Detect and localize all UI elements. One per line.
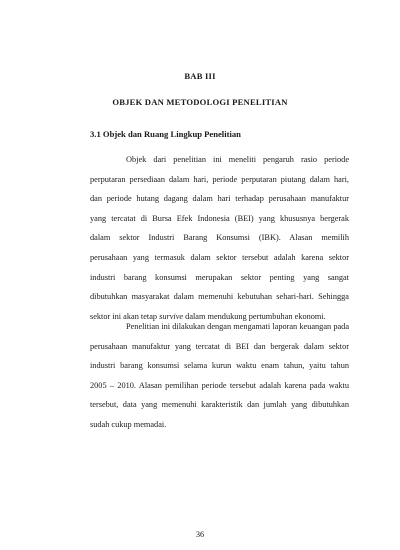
- page-number: 36: [195, 530, 205, 539]
- paragraph-line: Penelitian ini dilakukan dengan mengamati laporan keuangan pada: [126, 322, 349, 331]
- paragraph-line: yang tercatat di Bursa Efek Indonesia (BEI) yang khususnya bergerak: [90, 213, 349, 223]
- chapter-title: OBJEK DAN METODOLOGI PENELITIAN: [112, 97, 288, 107]
- paragraph-line: tersebut, data yang memenuhi karakteristik dan jumlah yang dibutuhkan: [90, 400, 349, 410]
- paragraph-2: [90, 317, 349, 435]
- paragraph-line: perputaran persediaan dalam hari, periode perputaran piutang dalam hari,: [90, 174, 349, 184]
- paragraph-line: dan periode hutang dagang dalam hari terhadap perusahaan manufaktur: [90, 194, 349, 204]
- text-run: sektor ini akan tetap: [90, 311, 160, 321]
- chapter-number: BAB III: [184, 71, 216, 81]
- paragraph-line: dibutuhkan masyarakat dalam memenuhi kebutuhan sehari-hari. Sehingga: [90, 292, 349, 302]
- section-heading: 3.1 Objek dan Ruang Lingkup Penelitian: [90, 129, 241, 139]
- paragraph-line: 2005 – 2010. Alasan pemilihan periode tersebut adalah karena pada waktu: [90, 380, 349, 390]
- paragraph-line: perusahaan yang termasuk dalam sektor tersebut adalah karena sektor: [90, 252, 349, 262]
- text-run: dalam mendukung pertumbuhan ekonomi.: [183, 311, 326, 321]
- paragraph-line: Objek dari penelitian ini meneliti pengaruh rasio periode: [126, 155, 349, 164]
- italic-term: survive: [159, 311, 184, 321]
- paragraph-line: perusahaan manufaktur yang tercatat di BEI dan bergerak dalam sektor: [90, 341, 349, 351]
- paragraph-line: industri barang konsumsi selama kurun waktu enam tahun, yaitu tahun: [90, 361, 349, 371]
- paragraph-1: [90, 150, 349, 326]
- paragraph-line: sudah cukup memadai.: [90, 419, 167, 429]
- paragraph-line: dalam sektor Industri Barang Konsumsi (IBK). Alasan memilih: [90, 233, 349, 243]
- paragraph-line: industri barang konsumsi merupakan sektor penting yang sangat: [90, 272, 349, 282]
